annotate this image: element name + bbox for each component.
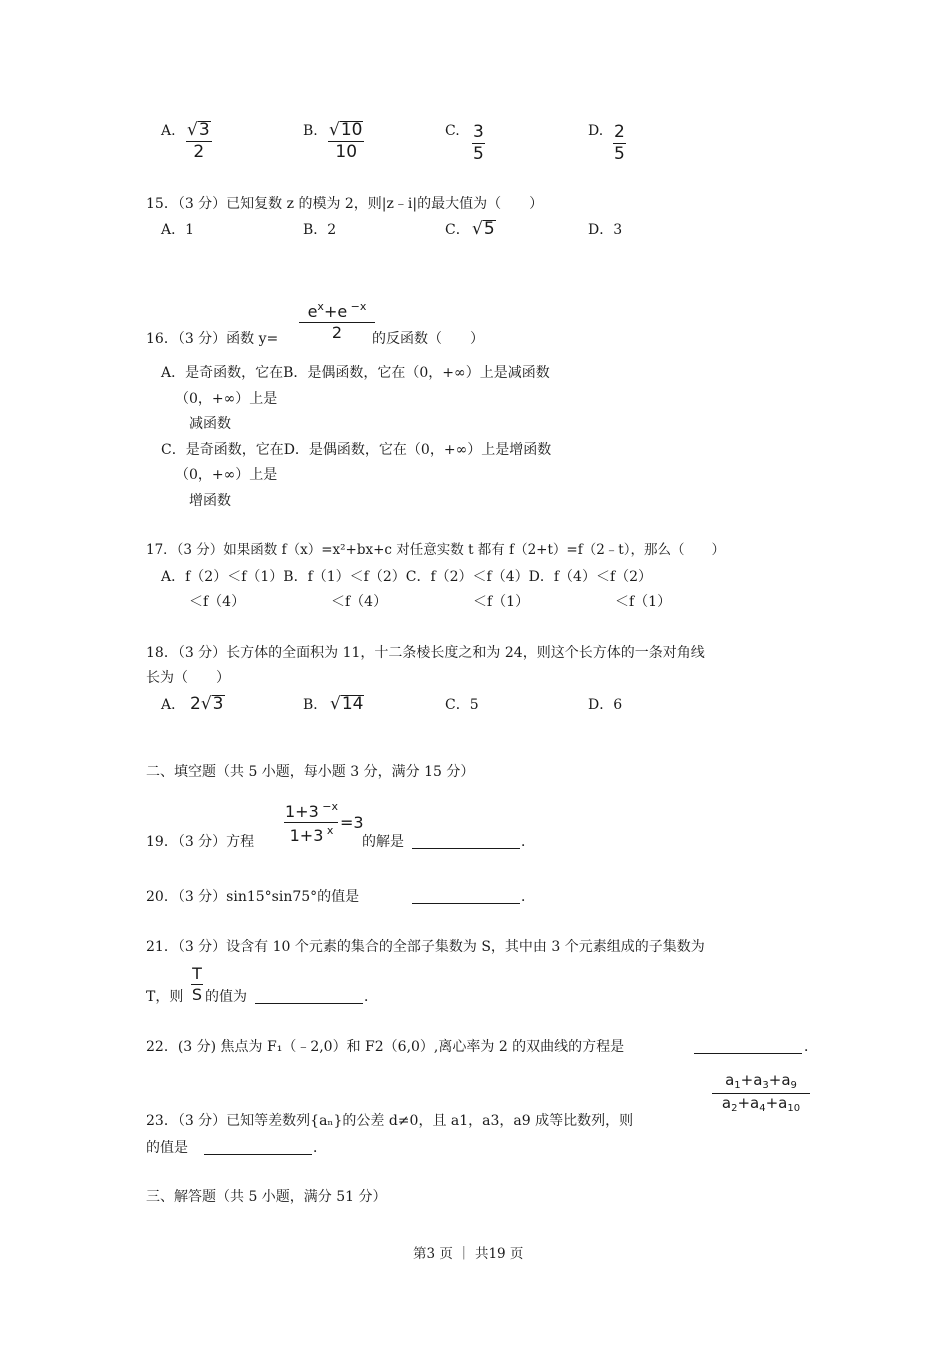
q21-fraction <box>191 966 203 1003</box>
q19-answer-blank[interactable] <box>412 836 520 849</box>
q21-denominator: S <box>191 985 203 1004</box>
q22-answer-blank[interactable] <box>694 1041 802 1054</box>
q23-answer-blank[interactable] <box>204 1142 312 1155</box>
q19-equation-rhs: =3 <box>340 813 364 832</box>
q17-option-c-cont: ＜f（1） <box>473 594 530 610</box>
q18-option-d: D．6 <box>588 697 623 713</box>
q17-option-d-cont: ＜f（1） <box>615 594 672 610</box>
q15-option-d: D．3 <box>588 222 623 238</box>
q18-stem-line2: 长为（ ） <box>146 670 230 686</box>
q22-stem: 22．(3 分) 焦点为 F₁（﹣2,0）和 F2（6,0）,离心率为 2 的双曲线的方程是 <box>146 1039 625 1055</box>
q19-stem-suffix: 的解是 <box>362 834 404 850</box>
q15-option-a: A．1 <box>161 222 195 238</box>
q21-stem-prefix: T，则 <box>146 989 184 1005</box>
q15-option-c-label: C． <box>445 222 470 238</box>
q14-option-b-label: B. <box>303 123 318 139</box>
q21-period: ． <box>364 989 378 1005</box>
q14-option-d-fraction <box>613 124 626 163</box>
q16-option-c-line2: （0，+∞）上是 <box>175 467 278 483</box>
q20-stem: 20．（3 分）sin15°sin75°的值是 <box>146 889 360 905</box>
q17-option-b-cont: ＜f（4） <box>331 594 388 610</box>
q17-options-row1: A．f（2）＜f（1）B．f（1）＜f（2）C．f（2）＜f（4）D．f（4）＜f（2） <box>161 569 653 585</box>
q14-d-denominator: 5 <box>614 144 625 164</box>
q14-d-numerator: 2 <box>614 122 625 142</box>
q21-numerator: T <box>192 964 202 983</box>
q14-c-numerator: 3 <box>473 122 484 142</box>
q18-a-coefficient: 2 <box>190 694 201 714</box>
q14-option-b-fraction: √10 10 <box>329 120 363 162</box>
q18-option-a-value: 2√3 <box>190 694 224 714</box>
q16-option-c-line3: 增函数 <box>189 493 231 509</box>
q14-option-a-label: A. <box>161 123 176 139</box>
q15-c-radicand: 5 <box>483 219 495 239</box>
q14-c-denominator: 5 <box>473 144 484 164</box>
q16-stem-suffix: 的反函数（ ） <box>372 331 484 347</box>
q14-b-radicand: 10 <box>340 120 363 140</box>
q17-option-a-cont: ＜f（4） <box>189 594 246 610</box>
q16-option-c-d-line1: C．是奇函数，它在D．是偶函数，它在（0，+∞）上是增函数 <box>161 442 552 458</box>
q19-fraction: 1+3 $^{-x}$ 1+3 $^x$ <box>285 800 338 845</box>
q22-period: ． <box>804 1039 818 1055</box>
q18-option-b-label: B． <box>303 697 328 713</box>
q21-answer-blank[interactable] <box>255 991 363 1004</box>
q17-stem: 17．（3 分）如果函数 f（x）=x²+bx+c 对任意实数 t 都有 f（2+t）=f（2﹣t），那么（ ） <box>146 542 725 558</box>
q23-stem-line2: 的值是 <box>146 1140 188 1156</box>
q19-period: ． <box>521 834 535 850</box>
q18-a-radicand: 3 <box>212 694 224 714</box>
q16-option-a-line2: （0，+∞）上是 <box>175 391 278 407</box>
q19-stem-prefix: 19．（3 分）方程 <box>146 834 255 850</box>
q18-stem-line1: 18．（3 分）长方体的全面积为 11，十二条棱长度之和为 24，则这个长方体的一条对角线 <box>146 645 705 661</box>
q18-option-c: C．5 <box>445 697 479 713</box>
q21-stem-suffix: 的值为 <box>205 989 247 1005</box>
section-3-heading: 三、解答题（共 5 小题，满分 51 分） <box>146 1189 387 1205</box>
q20-answer-blank[interactable] <box>412 891 520 904</box>
q15-option-c-sqrt: √5 <box>472 219 495 239</box>
q18-option-b-value: √14 <box>330 694 364 714</box>
q15-option-b: B．2 <box>303 222 337 238</box>
q23-stem-line1: 23．（3 分）已知等差数列{aₙ}的公差 d≠0，且 a1，a3，a9 成等比数列，则 <box>146 1113 634 1129</box>
q16-option-a-line3: 减函数 <box>189 416 231 432</box>
q23-fraction: $a_1+a_3+a_9$ $a_2+a_4+a_{10}$ <box>712 1073 810 1114</box>
section-2-heading: 二、填空题（共 5 小题，每小题 3 分，满分 15 分） <box>146 764 475 780</box>
q16-fraction-den: 2 <box>331 323 343 342</box>
q16-option-a-b-line1: A．是奇函数，它在B．是偶函数，它在（0，+∞）上是减函数 <box>161 365 550 381</box>
q14-a-denominator: 2 <box>193 142 205 162</box>
q14-option-a-fraction: √3 2 <box>187 120 210 162</box>
q14-option-c-label: C. <box>445 123 460 139</box>
q14-a-radicand: 3 <box>198 120 210 140</box>
q18-b-radicand: 14 <box>341 694 364 714</box>
q16-fraction: $e^x+e$ $^{-x}$ 2 <box>299 301 375 341</box>
q14-option-d-label: D. <box>588 123 604 139</box>
q21-stem-line1: 21．（3 分）设含有 10 个元素的集合的全部子集数为 S，其中由 3 个元素组成的子集数为 <box>146 939 705 955</box>
q16-stem-prefix: 16．（3 分）函数 y= <box>146 331 279 347</box>
q20-period: ． <box>521 889 535 905</box>
q14-b-denominator: 10 <box>335 142 358 162</box>
q14-option-c-fraction <box>472 124 485 163</box>
page-footer: 第3 页 ｜ 共19 页 <box>413 1246 524 1262</box>
q18-option-a-label: A． <box>161 697 186 713</box>
q15-stem: 15．（3 分）已知复数 z 的模为 2，则|z﹣i|的最大值为（ ） <box>146 196 544 212</box>
q23-period: ． <box>313 1140 327 1156</box>
